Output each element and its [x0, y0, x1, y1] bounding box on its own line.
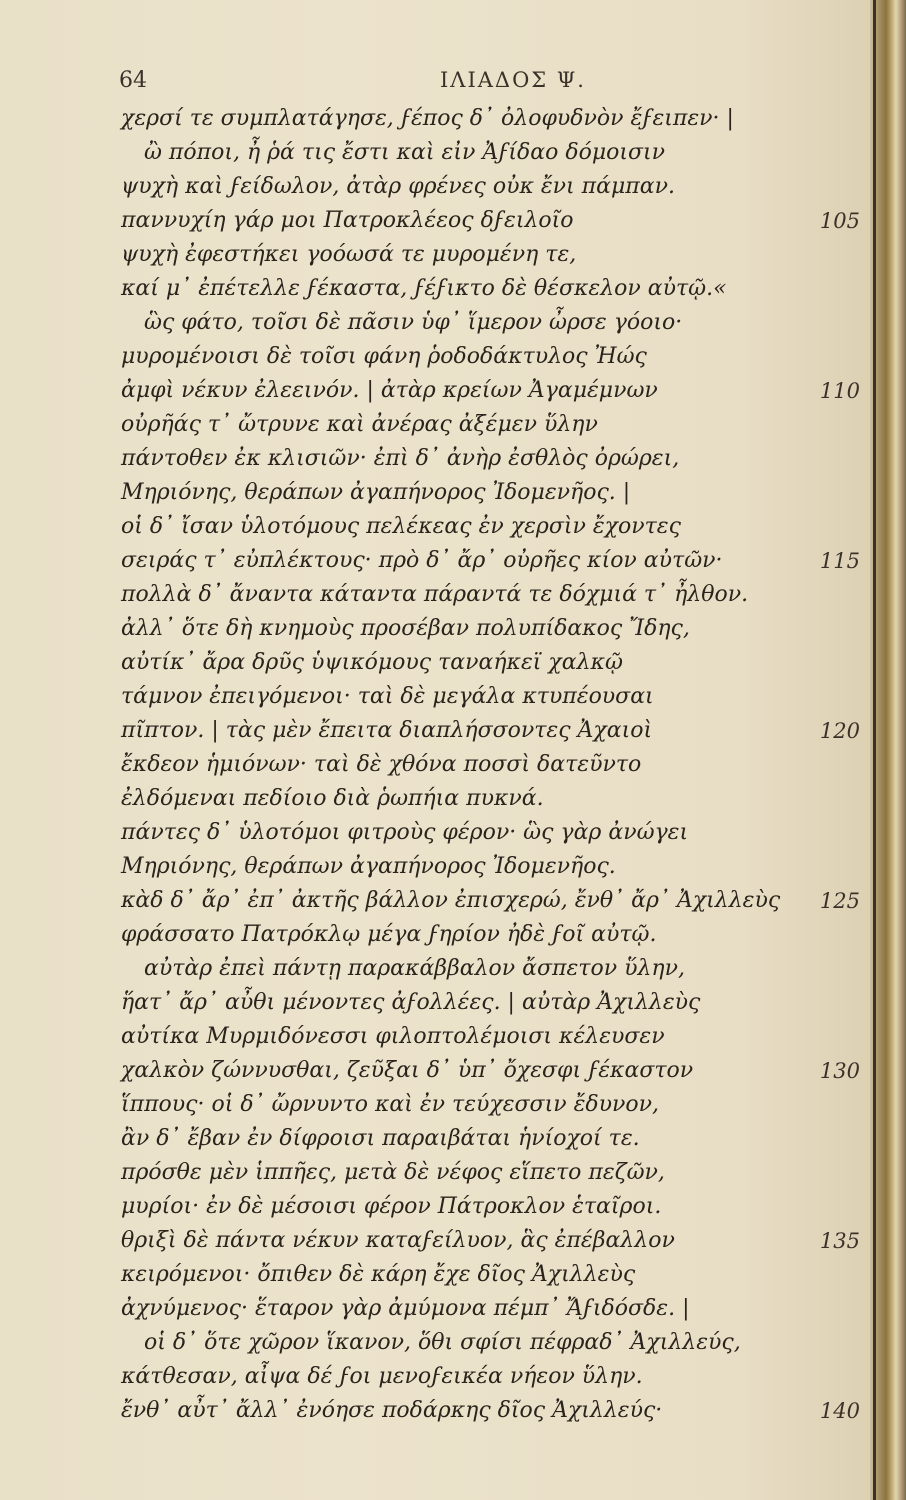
verse-line: χερσί τε συμπλατάγησε, ϝέπος δ᾽ ὀλοφυδνὸν ἔϝειπεν· |: [121, 106, 734, 131]
verse-line: οἱ δ᾽ ὅτε χῶρον ἵκανον, ὅθι σφίσι πέφραδ᾽ Ἀχιλλεύς,: [144, 1330, 741, 1355]
verse-line: οἱ δ᾽ ἴσαν ὑλοτόμους πελέκεας ἐν χερσὶν ἔχοντες: [121, 514, 681, 539]
verse-line: ἵππους· οἱ δ᾽ ὤρνυντο καὶ ἐν τεύχεσσιν ἔδυνον,: [121, 1092, 659, 1117]
verse-line: ἥατ᾽ ἄρ᾽ αὖθι μένοντες ἀϝολλέες. | αὐτὰρ Ἀχιλλεὺς: [121, 990, 701, 1015]
verse-line: παννυχίη γάρ μοι Πατροκλέεος δϝειλοῖο: [121, 208, 574, 233]
verse-line: φράσσατο Πατρόκλῳ μέγα ϝηρίον ἠδὲ ϝοῖ αὐτῷ.: [121, 922, 657, 947]
verse-line: αὐτίκα Μυρμιδόνεσσι φιλοπτολέμοισι κέλευσεν: [121, 1024, 665, 1049]
line-number-slot: [760, 545, 860, 577]
verse-line: κειρόμενοι· ὄπιθεν δὲ κάρη ἔχε δῖος Ἀχιλλεὺς: [121, 1262, 636, 1287]
verse-line: αὐτίκ᾽ ἄρα δρῦς ὑψικόμους ταναήκεϊ χαλκῷ: [121, 650, 623, 675]
line-number-slot: [760, 1225, 860, 1257]
verse-line: καί μ᾽ ἐπέτελλε ϝέκαστα, ϝέϝικτο δὲ θέσκελον αὐτῷ.«: [121, 276, 727, 301]
line-number-slot: [760, 205, 860, 237]
line-number: 120: [819, 719, 860, 743]
verse-line: ἐλδόμεναι πεδίοιο διὰ ῥωπήια πυκνά.: [121, 786, 544, 811]
line-number: 110: [819, 379, 860, 403]
verse-line: ὢ πόποι, ἦ ῥά τις ἔστι καὶ εἰν Ἀϝίδαο δόμοισιν: [144, 140, 666, 165]
verse-line: ὣς φάτο, τοῖσι δὲ πᾶσιν ὑφ᾽ ἵμερον ὦρσε γόοιο·: [144, 310, 683, 335]
line-number-slot: [760, 1395, 860, 1427]
line-number-slot: [760, 885, 860, 917]
line-number-slot: [760, 715, 860, 747]
verse-line: ἀμφὶ νέκυν ἐλεεινόν. | ἀτὰρ κρείων Ἀγαμέμνων: [121, 378, 658, 403]
verse-line: μυρομένοισι δὲ τοῖσι φάνη ῥοδοδάκτυλος Ἠώς: [121, 344, 647, 369]
verse-line: πάντες δ᾽ ὑλοτόμοι φιτροὺς φέρον· ὣς γὰρ ἀνώγει: [121, 820, 689, 845]
verse-line: οὐρῆάς τ᾽ ὤτρυνε καὶ ἀνέρας ἀξέμεν ὕλην: [121, 412, 598, 437]
line-number-slot: [760, 1055, 860, 1087]
verse-line: χαλκὸν ζώννυσθαι, ζεῦξαι δ᾽ ὑπ᾽ ὄχεσφι ϝέκαστον: [121, 1058, 694, 1083]
verse-line: ἀλλ᾽ ὅτε δὴ κνημοὺς προσέβαν πολυπίδακος Ἴδης,: [121, 616, 690, 641]
running-title: ΙΛΙΑΔΟΣ Ψ.: [440, 68, 586, 92]
verse-line: πρόσθε μὲν ἱππῆες, μετὰ δὲ νέφος εἵπετο πεζῶν,: [121, 1160, 665, 1185]
verse-line: ψυχὴ καὶ ϝείδωλον, ἀτὰρ φρένες οὐκ ἔνι πάμπαν.: [121, 174, 675, 199]
verse-line: ψυχὴ ἐφεστήκει γοόωσά τε μυρομένη τε,: [121, 242, 577, 267]
line-number-slot: [760, 375, 860, 407]
spine-edge: [873, 0, 876, 1500]
verse-line: κὰδ δ᾽ ἄρ᾽ ἐπ᾽ ἀκτῆς βάλλον ἐπισχερώ, ἔνθ᾽ ἄρ᾽ Ἀχιλλεὺς: [121, 888, 781, 913]
line-number: 135: [819, 1229, 860, 1253]
line-number: 140: [819, 1399, 860, 1423]
verse-line: πολλὰ δ᾽ ἄναντα κάταντα πάραντά τε δόχμιά τ᾽ ἦλθον.: [121, 582, 749, 607]
verse-line: ἂν δ᾽ ἔβαν ἐν δίφροισι παραιβάται ἡνίοχοί τε.: [121, 1126, 640, 1151]
line-number: 130: [819, 1059, 860, 1083]
verse-line: τάμνον ἐπειγόμενοι· ταὶ δὲ μεγάλα κτυπέουσαι: [121, 684, 654, 709]
line-number: 125: [819, 889, 860, 913]
verse-line: σειράς τ᾽ εὐπλέκτους· πρὸ δ᾽ ἄρ᾽ οὐρῆες κίον αὐτῶν·: [121, 548, 723, 573]
verse-line: θριξὶ δὲ πάντα νέκυν καταϝείλυον, ἃς ἐπέβαλλον: [121, 1228, 675, 1253]
verse-line: ἔνθ᾽ αὖτ᾽ ἄλλ᾽ ἐνόησε ποδάρκης δῖος Ἀχιλλεύς·: [121, 1398, 663, 1423]
line-number: 105: [819, 209, 860, 233]
verse-line: Μηριόνης, θεράπων ἀγαπήνορος Ἰδομενῆος.: [121, 854, 616, 879]
verse-line: πῖπτον. | τὰς μὲν ἔπειτα διαπλήσσοντες Ἀχαιοὶ: [121, 718, 653, 743]
verse-line: μυρίοι· ἐν δὲ μέσοισι φέρον Πάτροκλον ἑταῖροι.: [121, 1194, 662, 1219]
verse-line: Μηριόνης, θεράπων ἀγαπήνορος Ἰδομενῆος. |: [121, 480, 631, 505]
page-number: 64: [119, 68, 147, 93]
verse-line: ἔκδεον ἡμιόνων· ταὶ δὲ χθόνα ποσσὶ δατεῦντο: [121, 752, 642, 777]
verse-line: ἀχνύμενος· ἕταρον γὰρ ἀμύμονα πέμπ᾽ Ἄϝιδόσδε. |: [121, 1296, 690, 1321]
verse-line: αὐτὰρ ἐπεὶ πάντῃ παρακάββαλον ἄσπετον ὕλην,: [144, 956, 685, 981]
verse-line: κάτθεσαν, αἶψα δέ ϝοι μενοϝεικέα νήεον ὕλην.: [121, 1364, 643, 1389]
verse-line: πάντοθεν ἐκ κλισιῶν· ἐπὶ δ᾽ ἀνὴρ ἐσθλὸς ὀρώρει,: [121, 446, 680, 471]
line-number: 115: [819, 549, 860, 573]
